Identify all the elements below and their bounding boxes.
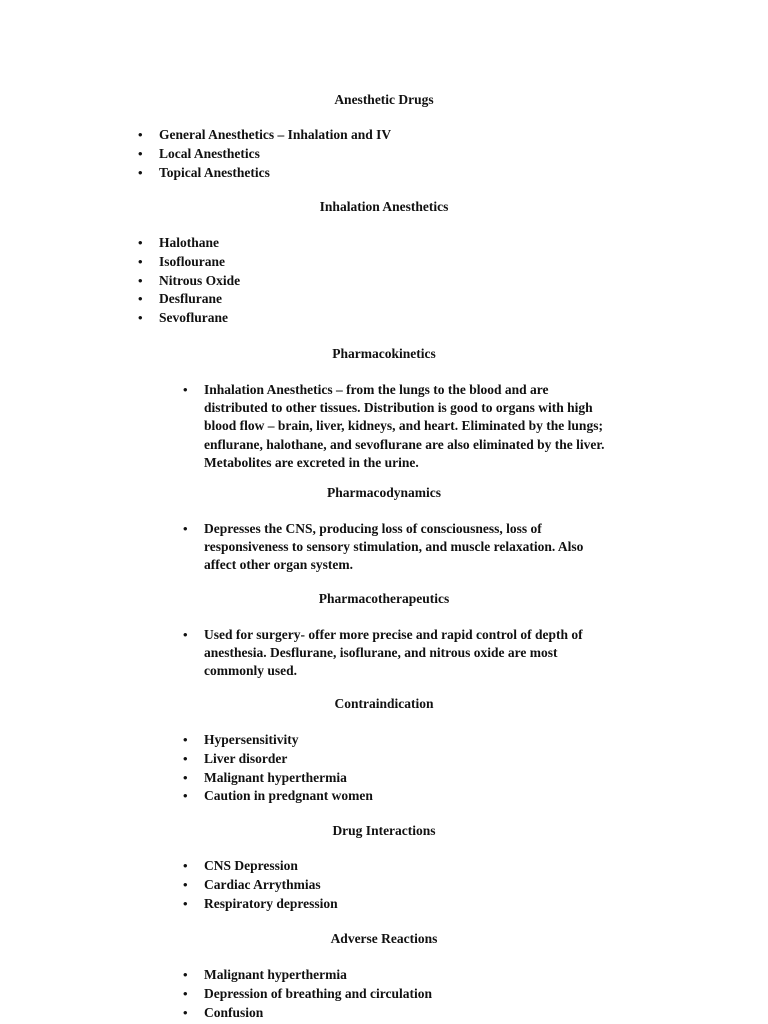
list-adverse-reactions bbox=[183, 966, 433, 1022]
list-item: • Cardiac Arrythmias bbox=[204, 876, 338, 895]
bullet-icon: • bbox=[183, 876, 188, 892]
list-item: • Isoflourane bbox=[159, 253, 240, 272]
heading-inhalation-anesthetics: Inhalation Anesthetics bbox=[319, 199, 449, 214]
heading-pharmacotherapeutics: Pharmacotherapeutics bbox=[318, 591, 450, 606]
heading-pharmacodynamics: Pharmacodynamics bbox=[327, 485, 441, 500]
bullet-icon: • bbox=[138, 291, 143, 307]
bullet-icon: • bbox=[138, 253, 143, 269]
list-item: • Halothane bbox=[159, 234, 240, 253]
list-item: • Hypersensitivity bbox=[204, 731, 373, 750]
heading-adverse-reactions: Adverse Reactions bbox=[330, 931, 438, 946]
paragraph-pharmacodynamics bbox=[183, 520, 664, 575]
heading-pharmacokinetics: Pharmacokinetics bbox=[332, 346, 436, 361]
text-line: Metabolites are excreted in the urine. bbox=[204, 454, 419, 470]
list-item: • Liver disorder bbox=[204, 750, 373, 769]
paragraph-pharmacokinetics bbox=[183, 381, 664, 472]
bullet-icon: • bbox=[138, 310, 143, 326]
bullet-icon: • bbox=[138, 127, 143, 142]
list-item: • General Anesthetics – Inhalation and IV bbox=[159, 126, 391, 145]
bullet-icon: • bbox=[138, 164, 143, 180]
list-item: • Respiratory depression bbox=[204, 895, 338, 914]
heading-drug-interactions: Drug Interactions bbox=[332, 823, 436, 838]
bullet-icon: • bbox=[183, 967, 188, 982]
list-drug-interactions bbox=[183, 857, 338, 913]
heading-contraindication: Contraindication bbox=[334, 696, 434, 711]
bullet-icon: • bbox=[183, 627, 188, 642]
bullet-icon: • bbox=[183, 788, 188, 804]
text-line: distributed to other tissues. Distribution is good to organs with high bbox=[204, 400, 593, 416]
list-item: • Topical Anesthetics bbox=[159, 164, 391, 183]
list-inhalation-agents bbox=[138, 234, 241, 328]
list-item: • Depression of breathing and circulation bbox=[204, 985, 432, 1004]
bullet-icon: • bbox=[183, 895, 188, 911]
bullet-icon: • bbox=[183, 521, 188, 536]
text-line: commonly used. bbox=[204, 663, 298, 679]
bullet-icon: • bbox=[138, 272, 143, 288]
text-line: Depresses the CNS, producing loss of consciousness, loss of bbox=[204, 521, 542, 536]
heading-anesthetic-drugs: Anesthetic Drugs bbox=[334, 92, 434, 107]
bullet-icon: • bbox=[183, 382, 188, 397]
bullet-icon: • bbox=[183, 1004, 188, 1020]
bullet-icon: • bbox=[138, 235, 143, 250]
list-item: • Sevoflurane bbox=[159, 309, 240, 328]
bullet-icon: • bbox=[183, 985, 188, 1001]
list-anesthetic-types bbox=[138, 126, 392, 182]
list-item: • Nitrous Oxide bbox=[159, 272, 240, 291]
bullet-icon: • bbox=[138, 145, 143, 161]
text-line: enflurane, halothane, and sevoflurane are also eliminated by the liver. bbox=[204, 436, 605, 452]
list-item: • Desflurane bbox=[159, 290, 240, 309]
list-contraindications bbox=[183, 731, 373, 806]
bullet-icon: • bbox=[183, 858, 188, 873]
list-item: • CNS Depression bbox=[204, 857, 338, 876]
bullet-icon: • bbox=[183, 769, 188, 785]
bullet-icon: • bbox=[183, 732, 188, 747]
text-line: affect other organ system. bbox=[204, 557, 353, 573]
bullet-icon: • bbox=[183, 750, 188, 766]
paragraph-pharmacotherapeutics bbox=[183, 626, 664, 681]
list-item: • Malignant hyperthermia bbox=[204, 769, 373, 788]
list-item: • Confusion bbox=[204, 1004, 432, 1023]
text-line: Inhalation Anesthetics – from the lungs to the blood and are bbox=[204, 382, 549, 397]
text-line: Used for surgery- offer more precise and rapid control of depth of bbox=[204, 627, 583, 642]
text-line: blood flow – brain, liver, kidneys, and heart. Eliminated by the lungs; bbox=[204, 418, 603, 434]
list-item: • Caution in predgnant women bbox=[204, 787, 373, 806]
list-item: • Local Anesthetics bbox=[159, 145, 391, 164]
text-line: responsiveness to sensory stimulation, and muscle relaxation. Also bbox=[204, 539, 584, 555]
list-item: • Malignant hyperthermia bbox=[204, 966, 432, 985]
text-line: anesthesia. Desflurane, isoflurane, and nitrous oxide are most bbox=[204, 645, 558, 661]
